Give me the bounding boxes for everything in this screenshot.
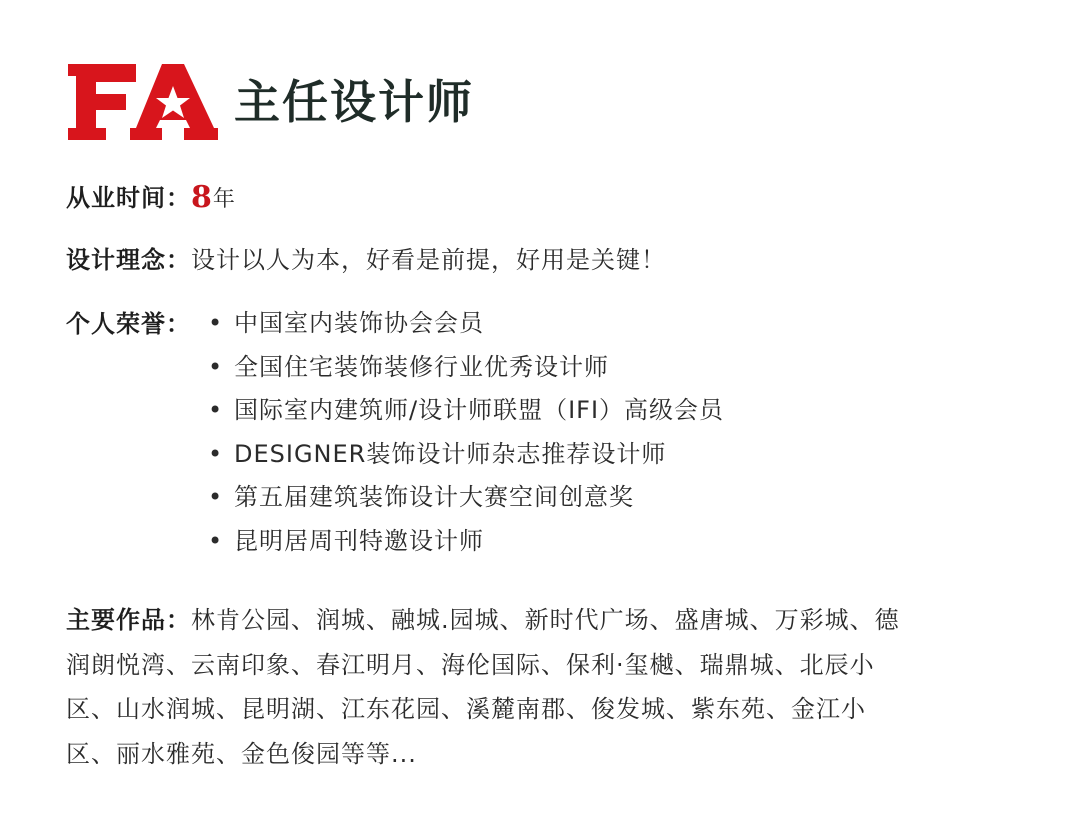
- bullet-icon: •: [208, 439, 224, 468]
- page-title: 主任设计师: [234, 75, 474, 129]
- works-line: [66, 598, 1026, 643]
- experience-years: 8: [191, 180, 213, 215]
- list-item: [208, 302, 724, 346]
- honors-list: [208, 302, 724, 564]
- works-line: 区、山水润城、昆明湖、江东花园、溪麓南郡、俊发城、紫东苑、金江小: [66, 695, 866, 723]
- list-item: [208, 346, 724, 390]
- works-label: 主要作品：: [66, 606, 191, 634]
- bullet-icon: •: [208, 396, 224, 425]
- header: [66, 62, 474, 142]
- bullet-icon: •: [208, 483, 224, 512]
- honor-text: 全国住宅装饰装修行业优秀设计师: [234, 352, 609, 381]
- philosophy-label: 设计理念：: [66, 246, 191, 274]
- list-item: [208, 520, 724, 564]
- honor-text: 昆明居周刊特邀设计师: [234, 526, 484, 555]
- honor-text: 国际室内建筑师/设计师联盟（IFI）高级会员: [234, 396, 725, 425]
- list-item: [208, 389, 724, 433]
- honor-text: 第五届建筑装饰设计大赛空间创意奖: [234, 483, 634, 512]
- honor-text: DESIGNER装饰设计师杂志推荐设计师: [234, 439, 667, 468]
- bullet-icon: •: [208, 352, 224, 381]
- honor-text: 中国室内装饰协会会员: [234, 309, 484, 337]
- list-item: [208, 476, 724, 520]
- list-item: [208, 433, 724, 477]
- honors-label: 个人荣誉：: [66, 310, 191, 338]
- experience-unit: 年: [212, 187, 236, 212]
- bullet-icon: •: [208, 309, 224, 337]
- works-section: [66, 598, 1026, 776]
- philosophy-row: [66, 238, 666, 282]
- bullet-icon: •: [208, 526, 224, 555]
- fa-logo: [66, 62, 218, 142]
- works-text: 林肯公园、润城、融城.园城、新时代广场、盛唐城、万彩城、德: [191, 606, 900, 634]
- experience-label: 从业时间：: [66, 184, 191, 212]
- experience-row: [66, 176, 236, 222]
- works-line: 润朗悦湾、云南印象、春江明月、海伦国际、保利·玺樾、瑞鼎城、北辰小: [66, 650, 875, 679]
- philosophy-text: 设计以人为本，好看是前提，好用是关键！: [191, 246, 666, 274]
- works-line: 区、丽水雅苑、金色俊园等等...: [66, 739, 417, 768]
- logo-letter-f: [68, 64, 136, 140]
